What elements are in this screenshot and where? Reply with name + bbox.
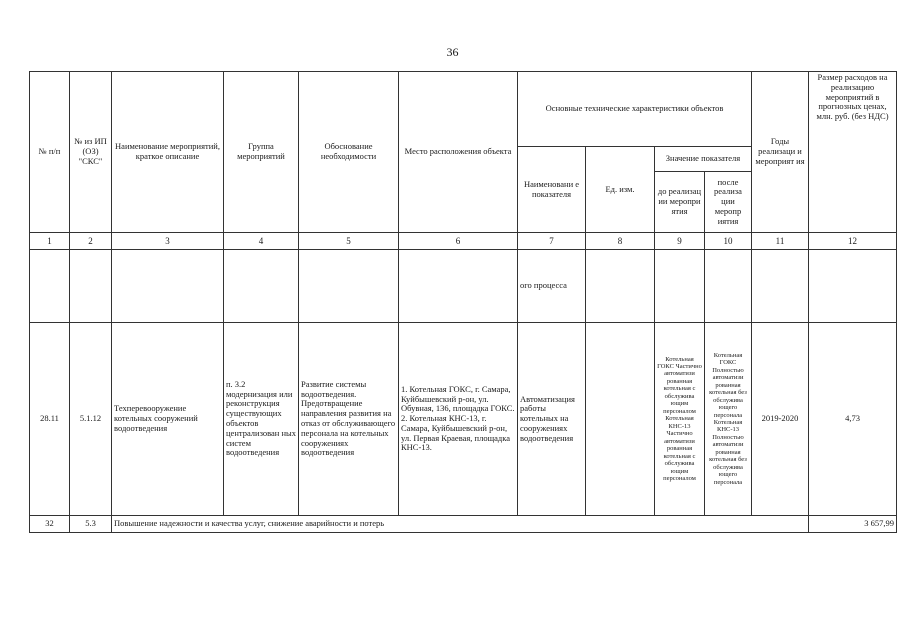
col-number: 5 (299, 233, 399, 250)
cell (112, 250, 224, 323)
col-number: 2 (70, 233, 112, 250)
col-number: 6 (399, 233, 518, 250)
col-number: 3 (112, 233, 224, 250)
row-section-title: Повышение надежности и качества услуг, снижение аварийности и потерь (112, 516, 809, 533)
cell (30, 250, 70, 323)
cell (224, 250, 299, 323)
cell (655, 250, 705, 323)
header-unit: Ед. изм. (586, 147, 655, 233)
col-number: 1 (30, 233, 70, 250)
row-name: Техперевооружение котельных сооружений водоотведения (112, 323, 224, 516)
row-value-before: Котельная ГОКС Частично автоматизи рованная котельная с обслужива ющим персоналом Котельная КНС-13 Частично автоматизи рованная котельная с обслужива ющим персоналом (655, 323, 705, 516)
col-number: 10 (705, 233, 752, 250)
header-ip-number: № из ИП (ОЗ) "СКС" (70, 72, 112, 233)
row-justification: Развитие системы водоотведения. Предотвращение направления развития на отказ от обслуживающего персонала на котельных сооружениях водоотведения (299, 323, 399, 516)
row-ip-number: 5.3 (70, 516, 112, 533)
column-number-row (30, 233, 897, 250)
col-number: 4 (224, 233, 299, 250)
row-value-after: Котельная ГОКС Полностью автоматизи рованная котельная без обслужива ющего персонала Котельная КНС-13 Полностью автоматизи рованная котельная без обслужива ющего персонала (705, 323, 752, 516)
header-indicator-name: Наименовани е показателя (518, 147, 586, 233)
cell (70, 250, 112, 323)
col-number: 11 (752, 233, 809, 250)
cell (586, 250, 655, 323)
row-cost: 3 657,99 (809, 516, 897, 533)
cell (752, 250, 809, 323)
row-years: 2019-2020 (752, 323, 809, 516)
header-tech-characteristics: Основные технические характеристики объектов (518, 72, 752, 147)
cell (399, 250, 518, 323)
continuation-indicator: ого процесса (518, 250, 586, 323)
col-number: 12 (809, 233, 897, 250)
header-after: после реализа ции меропр иятия (705, 172, 752, 233)
page-number: 36 (446, 45, 459, 59)
col-number: 8 (586, 233, 655, 250)
header-name: Наименование мероприятий, краткое описание (112, 72, 224, 233)
header-years: Годы реализаци и мероприят ия (752, 72, 809, 233)
cell (299, 250, 399, 323)
col-number: 7 (518, 233, 586, 250)
header-before: до реализац ии меропри ятия (655, 172, 705, 233)
table-row (30, 323, 897, 516)
row-group: п. 3.2 модернизация или реконструкция существующих объектов централизован ных систем водоотведения (224, 323, 299, 516)
header-row (30, 72, 897, 147)
row-indicator-name: Автоматизация работы котельных на сооружениях водоотведения (518, 323, 586, 516)
header-group: Группа мероприятий (224, 72, 299, 233)
measures-table (29, 71, 897, 533)
header-indicator-value: Значение показателя (655, 147, 752, 172)
col-number: 9 (655, 233, 705, 250)
continuation-row (30, 250, 897, 323)
header-num: № п/п (30, 72, 70, 233)
row-unit (586, 323, 655, 516)
row-num: 32 (30, 516, 70, 533)
header-costs: Размер расходов на реализацию мероприятий в прогнозных ценах, млн. руб. (без НДС) (809, 72, 897, 233)
row-location: 1. Котельная ГОКС, г. Самара, Куйбышевский р-он, ул. Обувная, 136, площадка ГОКС. 2. Котельная КНС-13, г. Самара, Куйбышевский р-он, ул. Первая Краевая, площадка КНС-13. (399, 323, 518, 516)
header-location: Место расположения объекта (399, 72, 518, 233)
row-num: 28.11 (30, 323, 70, 516)
row-ip-number: 5.1.12 (70, 323, 112, 516)
cell (705, 250, 752, 323)
header-justification: Обоснование необходимости (299, 72, 399, 233)
row-cost: 4,73 (809, 323, 897, 516)
cell (809, 250, 897, 323)
table-row (30, 516, 897, 533)
